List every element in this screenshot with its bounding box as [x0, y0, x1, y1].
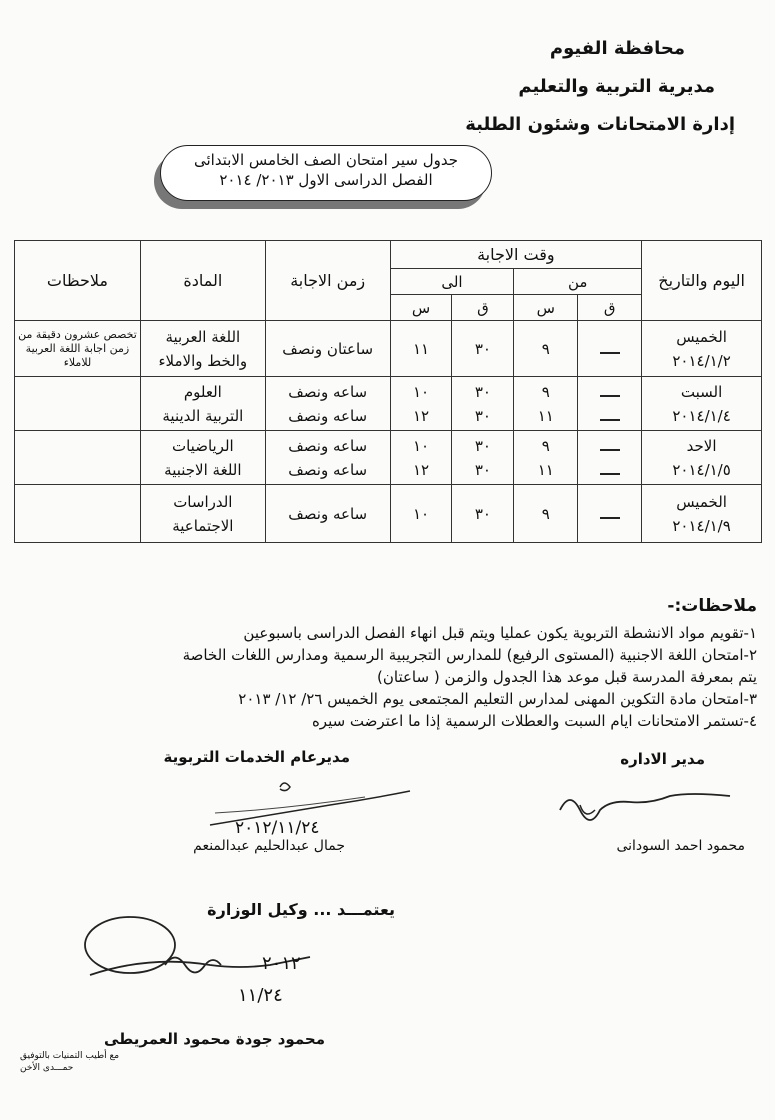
from-q-cell: [578, 377, 642, 431]
semester-title: الفصل الدراسى الاول ٢٠١٣/ ٢٠١٤: [219, 171, 433, 189]
from-s-cell: [514, 431, 578, 485]
header-from-q: ق: [578, 295, 642, 321]
deputy-handwritten-date-2: ١١/٢٤: [238, 985, 283, 1006]
to-q-cell: ٣٠: [452, 485, 514, 543]
dash-mark: [600, 395, 620, 397]
from-q-cell: [578, 321, 642, 377]
footer-line: حمـــدى الأخن: [20, 1063, 74, 1073]
subject-line: اللغة العربية: [165, 327, 241, 346]
from-s-cell: [514, 377, 578, 431]
note-item: ٤-تستمر الامتحانات ايام السبت والعطلات الرسمية إذا ما اعترضت سيره: [311, 712, 757, 730]
to-s-cell: ١١: [390, 321, 452, 377]
subject-cell: [140, 377, 265, 431]
subject-cell: [140, 485, 265, 543]
value: ١١: [537, 460, 554, 479]
note-item: يتم بمعرفة المدرسة قبل موعد هذا الجدول والزمن ( ساعتان): [377, 668, 757, 686]
to-s-cell: [390, 431, 452, 485]
subject-cell: [140, 321, 265, 377]
day-name: الخميس: [676, 492, 727, 511]
value: ٣٠: [474, 436, 491, 455]
value: ساعه ونصف: [288, 382, 368, 401]
to-s-cell: ١٠: [390, 485, 452, 543]
value: ١٠: [412, 436, 430, 455]
note-cell: [15, 377, 141, 431]
header-to-s: س: [390, 295, 452, 321]
header-from: من: [514, 269, 642, 295]
subject-line: والخط والاملاء: [158, 351, 248, 370]
value: ٩: [541, 382, 550, 401]
duration-cell: ساعتان ونصف: [265, 321, 390, 377]
to-s-cell: [390, 377, 452, 431]
footer-line: مع أطيب التمنيات بالتوفيق: [20, 1051, 120, 1061]
duration-cell: [265, 431, 390, 485]
day-date: ٢٠١٤/١/٥: [672, 460, 731, 479]
dash-mark: [600, 352, 620, 354]
header-answer-time: وقت الاجابة: [390, 241, 642, 269]
duration-cell: [265, 377, 390, 431]
dash-mark: [600, 473, 620, 475]
dash-mark: [600, 449, 620, 451]
note-item: ٣-امتحان مادة التكوين المهنى لمدارس التعليم المجتمعى يوم الخميس ٢٦/ ١٢/ ٢٠١٣: [238, 690, 757, 708]
dash-mark: [600, 517, 620, 519]
day-name: السبت: [680, 382, 723, 401]
deputy-handwritten-date: ٢٠١٢: [262, 953, 301, 974]
value: ١٢: [412, 460, 430, 479]
subject-cell: [140, 431, 265, 485]
day-name: الاحد: [686, 436, 717, 455]
to-q-cell: [452, 377, 514, 431]
day-date: ٢٠١٤/١/٤: [672, 406, 731, 425]
to-q-cell: [452, 431, 514, 485]
value: ساعه ونصف: [288, 460, 368, 479]
header-from-s: س: [514, 295, 578, 321]
governorate: محافظة الفيوم: [549, 38, 685, 59]
header-day-date: اليوم والتاريخ: [642, 241, 762, 321]
note-cell: تخصص عشرون دقيقة من زمن اجابة اللغة العربية للاملاء: [15, 321, 141, 377]
footer-credit: [20, 1050, 119, 1074]
table-row-day: [642, 431, 762, 485]
table-row-day: [642, 485, 762, 543]
note-cell: [15, 431, 141, 485]
notes-title: ملاحظات:-: [667, 596, 757, 616]
value: ١٠: [412, 382, 430, 401]
day-name: الخميس: [676, 327, 727, 346]
notes-section: [17, 596, 757, 732]
value: ١١: [537, 406, 554, 425]
note-item: ٢-امتحان اللغة الاجنبية (المستوى الرفيع) للمدارس التجريبية الرسمية ومدارس اللغات الخاصة: [182, 646, 757, 664]
from-s-cell: ٩: [514, 485, 578, 543]
value: ساعه ونصف: [288, 436, 368, 455]
value: ٣٠: [474, 406, 491, 425]
dash-mark: [600, 419, 620, 421]
day-date: ٢٠١٤/١/٢: [672, 351, 731, 370]
schedule-title-banner: [160, 145, 492, 201]
subject-line: الرياضيات: [171, 436, 234, 455]
general-manager-name: جمال عبدالحليم عبدالمنعم: [193, 838, 345, 854]
administration: إدارة الامتحانات وشئون الطلبة: [465, 114, 735, 135]
schedule-title: جدول سير امتحان الصف الخامس الابتدائى: [193, 151, 459, 169]
note-cell: [15, 485, 141, 543]
header-to-q: ق: [452, 295, 514, 321]
header-duration: زمن الاجابة: [265, 241, 390, 321]
header-to: الى: [390, 269, 514, 295]
document-header: [465, 30, 735, 144]
deputy-signature: [70, 905, 360, 995]
exam-schedule-table: [14, 240, 762, 543]
general-manager-handwritten-date: ٢٠١٢/١١/٢٤: [235, 818, 320, 838]
table-row-day: [642, 321, 762, 377]
day-date: ٢٠١٤/١/٩: [672, 516, 731, 535]
subject-line: الدراسات: [173, 492, 233, 511]
to-q-cell: ٣٠: [452, 321, 514, 377]
director-title: مدير الاداره: [620, 750, 705, 768]
approval-line: يعتمـــد ... وكيل الوزارة: [207, 900, 395, 919]
directorate: مديرية التربية والتعليم: [518, 76, 715, 97]
note-item: ١-تقويم مواد الانشطة التربوية يكون عمليا ويتم قبل انهاء الفصل الدراسى باسبوعين: [243, 624, 757, 642]
director-signature: [540, 780, 740, 840]
from-q-cell: [578, 485, 642, 543]
value: ١٢: [412, 406, 430, 425]
from-s-cell: ٩: [514, 321, 578, 377]
header-notes: ملاحظات: [15, 241, 141, 321]
duration-cell: ساعه ونصف: [265, 485, 390, 543]
general-manager-title: مديرعام الخدمات التربوية: [163, 748, 350, 766]
from-q-cell: [578, 431, 642, 485]
director-name: محمود احمد السودانى: [616, 838, 745, 854]
subject-line: اللغة الاجنبية: [164, 460, 242, 479]
value: ٣٠: [474, 382, 491, 401]
value: ٣٠: [474, 460, 491, 479]
value: ٩: [541, 436, 550, 455]
subject-line: التربية الدينية: [162, 406, 244, 425]
table-row-day: [642, 377, 762, 431]
value: ساعه ونصف: [288, 406, 368, 425]
subject-line: العلوم: [183, 382, 222, 401]
deputy-name: محمود جودة محمود العمريطى: [104, 1030, 325, 1048]
subject-line: الاجتماعية: [172, 516, 234, 535]
header-subject: المادة: [140, 241, 265, 321]
